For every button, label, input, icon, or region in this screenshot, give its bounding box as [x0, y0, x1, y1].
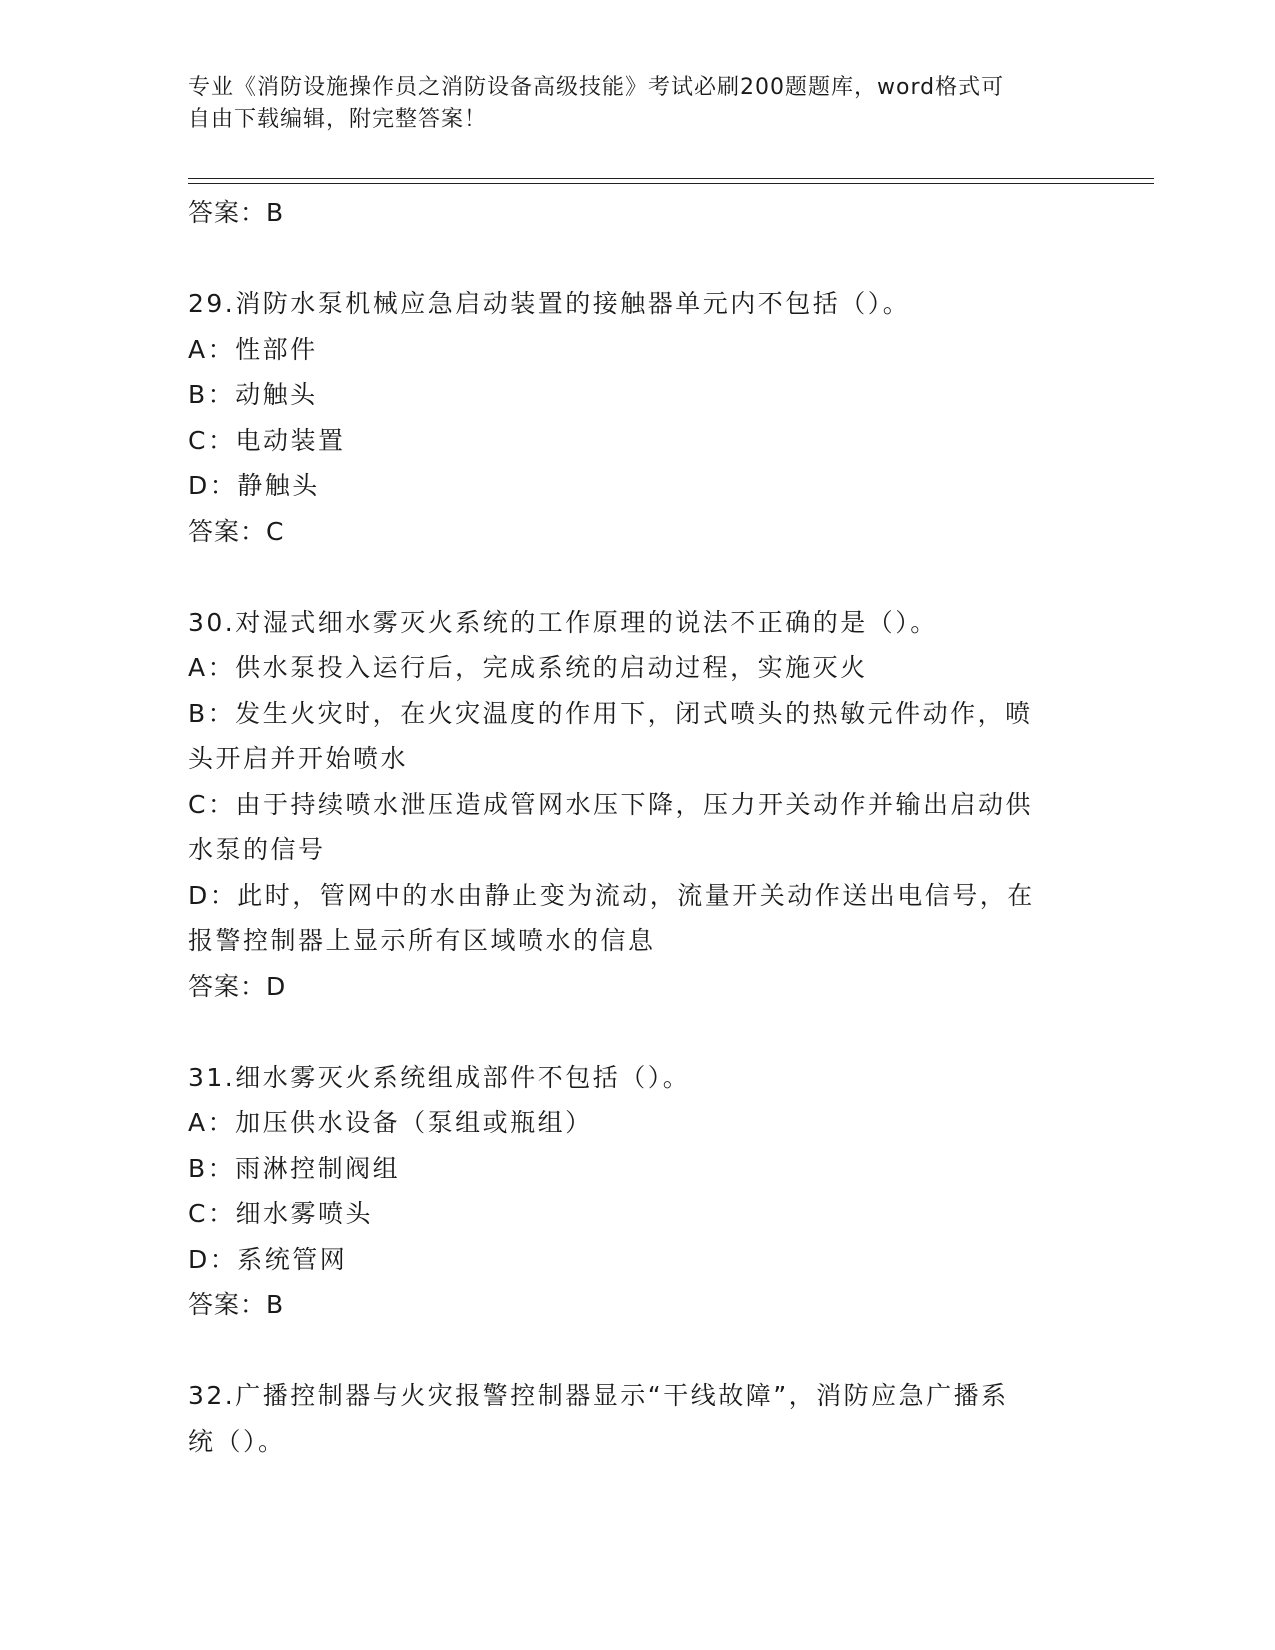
- question-stem-continued: 统（）。: [188, 1426, 286, 1456]
- option-a: A：性部件: [188, 334, 318, 364]
- header-rule-bottom: [188, 183, 1154, 184]
- option-b-continued: 头开启并开始喷水: [188, 744, 409, 773]
- question-content: [188, 190, 1088, 1464]
- option-d: D：静触头: [188, 471, 320, 500]
- spacer: [188, 236, 1088, 282]
- header-rule-top: [188, 178, 1154, 179]
- question-block: [188, 600, 1088, 1010]
- spacer: [188, 554, 1088, 600]
- question-block: [188, 281, 1088, 554]
- document-header: [188, 72, 1068, 136]
- option-d-continued: 报警控制器上显示所有区域喷水的信息: [188, 926, 656, 955]
- option-b: B：发生火灾时，在火灾温度的作用下，闭式喷头的热敏元件动作，喷: [188, 698, 1033, 728]
- header-line-1: 专业《消防设施操作员之消防设备高级技能》考试必刷200题题库，word格式可: [188, 75, 1005, 100]
- answer-line: 答案：B: [188, 1290, 285, 1319]
- option-c: C：由于持续喷水泄压造成管网水压下降，压力开关动作并输出启动供: [188, 789, 1033, 819]
- option-a: A：供水泵投入运行后，完成系统的启动过程，实施灭火: [188, 653, 868, 682]
- question-stem: 32.广播控制器与火灾报警控制器显示“干线故障”，消防应急广播系: [188, 1381, 1009, 1410]
- option-b: B：雨淋控制阀组: [188, 1153, 401, 1183]
- header-line-2: 自由下载编辑，附完整答案！: [188, 107, 488, 132]
- question-stem: 29.消防水泵机械应急启动装置的接触器单元内不包括（）。: [188, 289, 911, 318]
- answer-line: 答案：B: [188, 198, 285, 227]
- option-c: C：电动装置: [188, 425, 346, 455]
- answer-line: 答案：C: [188, 516, 285, 546]
- answer-line: 答案：D: [188, 971, 287, 1001]
- spacer: [188, 1328, 1088, 1374]
- option-d: D：此时，管网中的水由静止变为流动，流量开关动作送出电信号，在: [188, 880, 1035, 910]
- question-stem: 31.细水雾灭火系统组成部件不包括（）。: [188, 1062, 691, 1092]
- option-c-continued: 水泵的信号: [188, 835, 326, 864]
- question-block: [188, 1055, 1088, 1328]
- spacer: [188, 1009, 1088, 1055]
- option-d: D：系统管网: [188, 1244, 348, 1274]
- option-a: A：加压供水设备（泵组或瓶组）: [188, 1108, 593, 1137]
- question-stem: 30.对湿式细水雾灭火系统的工作原理的说法不正确的是（）。: [188, 607, 938, 637]
- option-b: B：动触头: [188, 380, 318, 409]
- question-block: [188, 1373, 1088, 1464]
- option-c: C：细水雾喷头: [188, 1199, 373, 1228]
